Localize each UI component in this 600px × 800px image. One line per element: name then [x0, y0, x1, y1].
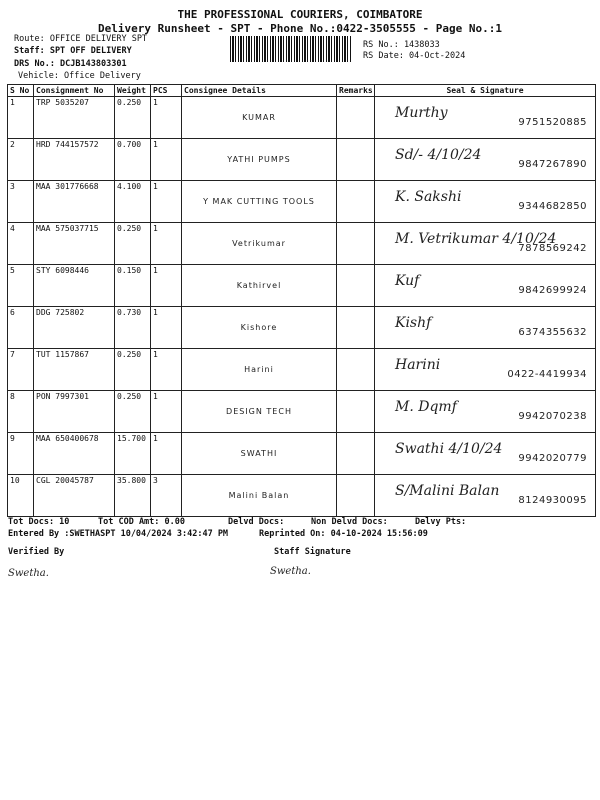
col-weight: Weight [115, 85, 151, 97]
row-pcs: 1 [151, 139, 182, 181]
row-signature-cell [375, 475, 596, 517]
staff-label: Staff: SPT OFF DELIVERY [14, 46, 132, 56]
row-pcs: 1 [151, 433, 182, 475]
row-consignment-no: PON 7997301 [34, 391, 115, 433]
row-weight: 0.250 [115, 391, 151, 433]
route-label: Route: OFFICE DELIVERY SPT [14, 34, 148, 44]
row-sno: 3 [8, 181, 34, 223]
row-signature-cell [375, 181, 596, 223]
row-pcs: 1 [151, 391, 182, 433]
table-row [8, 265, 596, 307]
handwritten-phone: 7878569242 [518, 243, 587, 254]
handwritten-phone: 8124930095 [518, 495, 587, 506]
row-remarks [337, 475, 375, 517]
drs-number: DRS No.: DCJB143803301 [14, 59, 127, 69]
row-sno: 6 [8, 307, 34, 349]
row-remarks [337, 349, 375, 391]
row-consignee: Malini Balan [182, 475, 337, 517]
handwritten-signature: K. Sakshi [395, 189, 462, 205]
entered-by: Entered By :SWETHASPT 10/04/2024 3:42:47 PM [8, 529, 229, 539]
row-consignee: DESIGN TECH [182, 391, 337, 433]
vehicle-label: Vehicle: Office Delivery [18, 71, 141, 81]
row-consignee: Y MAK CUTTING TOOLS [182, 181, 337, 223]
col-remarks: Remarks [337, 85, 375, 97]
handwritten-signature: M. Vetrikumar 4/10/24 [395, 231, 557, 247]
row-sno: 4 [8, 223, 34, 265]
row-consignment-no: HRD 744157572 [34, 139, 115, 181]
row-sno: 9 [8, 433, 34, 475]
row-signature-cell [375, 349, 596, 391]
runsheet-subtitle: Delivery Runsheet - SPT - Phone No.:0422-3505555 - Page No.:1 [98, 22, 502, 35]
handwritten-signature: Kishf [395, 315, 432, 331]
row-pcs: 1 [151, 223, 182, 265]
handwritten-phone: 9847267890 [518, 159, 587, 170]
row-consignment-no: TUT 1157867 [34, 349, 115, 391]
row-consignee: Harini [182, 349, 337, 391]
row-sno: 7 [8, 349, 34, 391]
reprinted-on: Reprinted On: 04-10-2024 15:56:09 [259, 529, 428, 539]
row-remarks [337, 223, 375, 265]
table-row [8, 307, 596, 349]
handwritten-phone: 9751520885 [518, 117, 587, 128]
rs-number: RS No.: 1438033 [363, 40, 440, 50]
handwritten-phone: 6374355632 [518, 327, 587, 338]
row-pcs: 1 [151, 181, 182, 223]
row-sno: 8 [8, 391, 34, 433]
row-pcs: 1 [151, 349, 182, 391]
handwritten-signature: M. Dqmf [395, 399, 457, 415]
row-sno: 2 [8, 139, 34, 181]
row-remarks [337, 265, 375, 307]
row-weight: 35.800 [115, 475, 151, 517]
row-weight: 0.150 [115, 265, 151, 307]
row-pcs: 1 [151, 265, 182, 307]
row-signature-cell [375, 307, 596, 349]
handwritten-signature: Murthy [395, 105, 448, 121]
handwritten-signature: Harini [395, 357, 441, 373]
row-weight: 15.700 [115, 433, 151, 475]
handwritten-phone: 9942020779 [518, 453, 587, 464]
verified-by-label: Verified By [8, 547, 65, 557]
row-remarks [337, 97, 375, 139]
row-weight: 0.700 [115, 139, 151, 181]
row-remarks [337, 181, 375, 223]
row-signature-cell [375, 265, 596, 307]
row-consignment-no: MAA 301776668 [34, 181, 115, 223]
row-consignment-no: DDG 725802 [34, 307, 115, 349]
table-row [8, 475, 596, 517]
runsheet-table [7, 84, 596, 517]
rs-date: RS Date: 04-Oct-2024 [363, 51, 466, 61]
verified-by-signature: Swetha. [8, 568, 49, 579]
table-row [8, 391, 596, 433]
handwritten-signature: S/Malini Balan [395, 483, 500, 499]
row-signature-cell [375, 391, 596, 433]
row-sno: 1 [8, 97, 34, 139]
non-delivered-docs: Non Delvd Docs: [311, 517, 388, 527]
row-consignee: YATHI PUMPS [182, 139, 337, 181]
table-row [8, 181, 596, 223]
handwritten-signature: Sd/- 4/10/24 [395, 147, 482, 163]
row-pcs: 1 [151, 97, 182, 139]
table-row [8, 97, 596, 139]
handwritten-signature: Kuf [395, 273, 420, 289]
row-pcs: 1 [151, 307, 182, 349]
staff-signature-label: Staff Signature [274, 547, 351, 557]
barcode-image [230, 36, 352, 62]
row-consignee: SWATHI [182, 433, 337, 475]
handwritten-phone: 0422-4419934 [507, 369, 587, 380]
row-consignment-no: TRP 5035207 [34, 97, 115, 139]
row-weight: 4.100 [115, 181, 151, 223]
row-consignment-no: STY 6098446 [34, 265, 115, 307]
table-row [8, 223, 596, 265]
row-consignee: Vetrikumar [182, 223, 337, 265]
table-row [8, 139, 596, 181]
row-remarks [337, 433, 375, 475]
row-sno: 10 [8, 475, 34, 517]
row-signature-cell [375, 139, 596, 181]
col-sno: S No [8, 85, 34, 97]
staff-handwritten-signature: Swetha. [270, 566, 311, 577]
row-consignee: KUMAR [182, 97, 337, 139]
table-header-row [8, 85, 596, 97]
row-pcs: 3 [151, 475, 182, 517]
row-consignment-no: MAA 575037715 [34, 223, 115, 265]
row-weight: 0.250 [115, 349, 151, 391]
total-docs: Tot Docs: 10 [8, 517, 70, 527]
row-sno: 5 [8, 265, 34, 307]
row-signature-cell [375, 97, 596, 139]
row-consignee: Kathirvel [182, 265, 337, 307]
handwritten-phone: 9942070238 [518, 411, 587, 422]
row-consignee: Kishore [182, 307, 337, 349]
row-consignment-no: MAA 650400678 [34, 433, 115, 475]
handwritten-signature: Swathi 4/10/24 [395, 441, 503, 457]
row-remarks [337, 307, 375, 349]
col-consignee-details: Consignee Details [182, 85, 337, 97]
delivery-points: Delvy Pts: [415, 517, 467, 527]
handwritten-phone: 9344682850 [518, 201, 587, 212]
col-consignment-no: Consignment No [34, 85, 115, 97]
row-weight: 0.730 [115, 307, 151, 349]
company-title: THE PROFESSIONAL COURIERS, COIMBATORE [177, 8, 423, 21]
delivered-docs: Delvd Docs: [228, 517, 285, 527]
row-signature-cell [375, 223, 596, 265]
table-row [8, 349, 596, 391]
row-remarks [337, 139, 375, 181]
row-remarks [337, 391, 375, 433]
row-weight: 0.250 [115, 97, 151, 139]
row-consignment-no: CGL 20045787 [34, 475, 115, 517]
total-cod-amount: Tot COD Amt: 0.00 [98, 517, 185, 527]
handwritten-phone: 9842699924 [518, 285, 587, 296]
table-row [8, 433, 596, 475]
row-signature-cell [375, 433, 596, 475]
row-weight: 0.250 [115, 223, 151, 265]
col-pcs: PCS [151, 85, 182, 97]
col-seal-signature: Seal & Signature [375, 85, 596, 97]
